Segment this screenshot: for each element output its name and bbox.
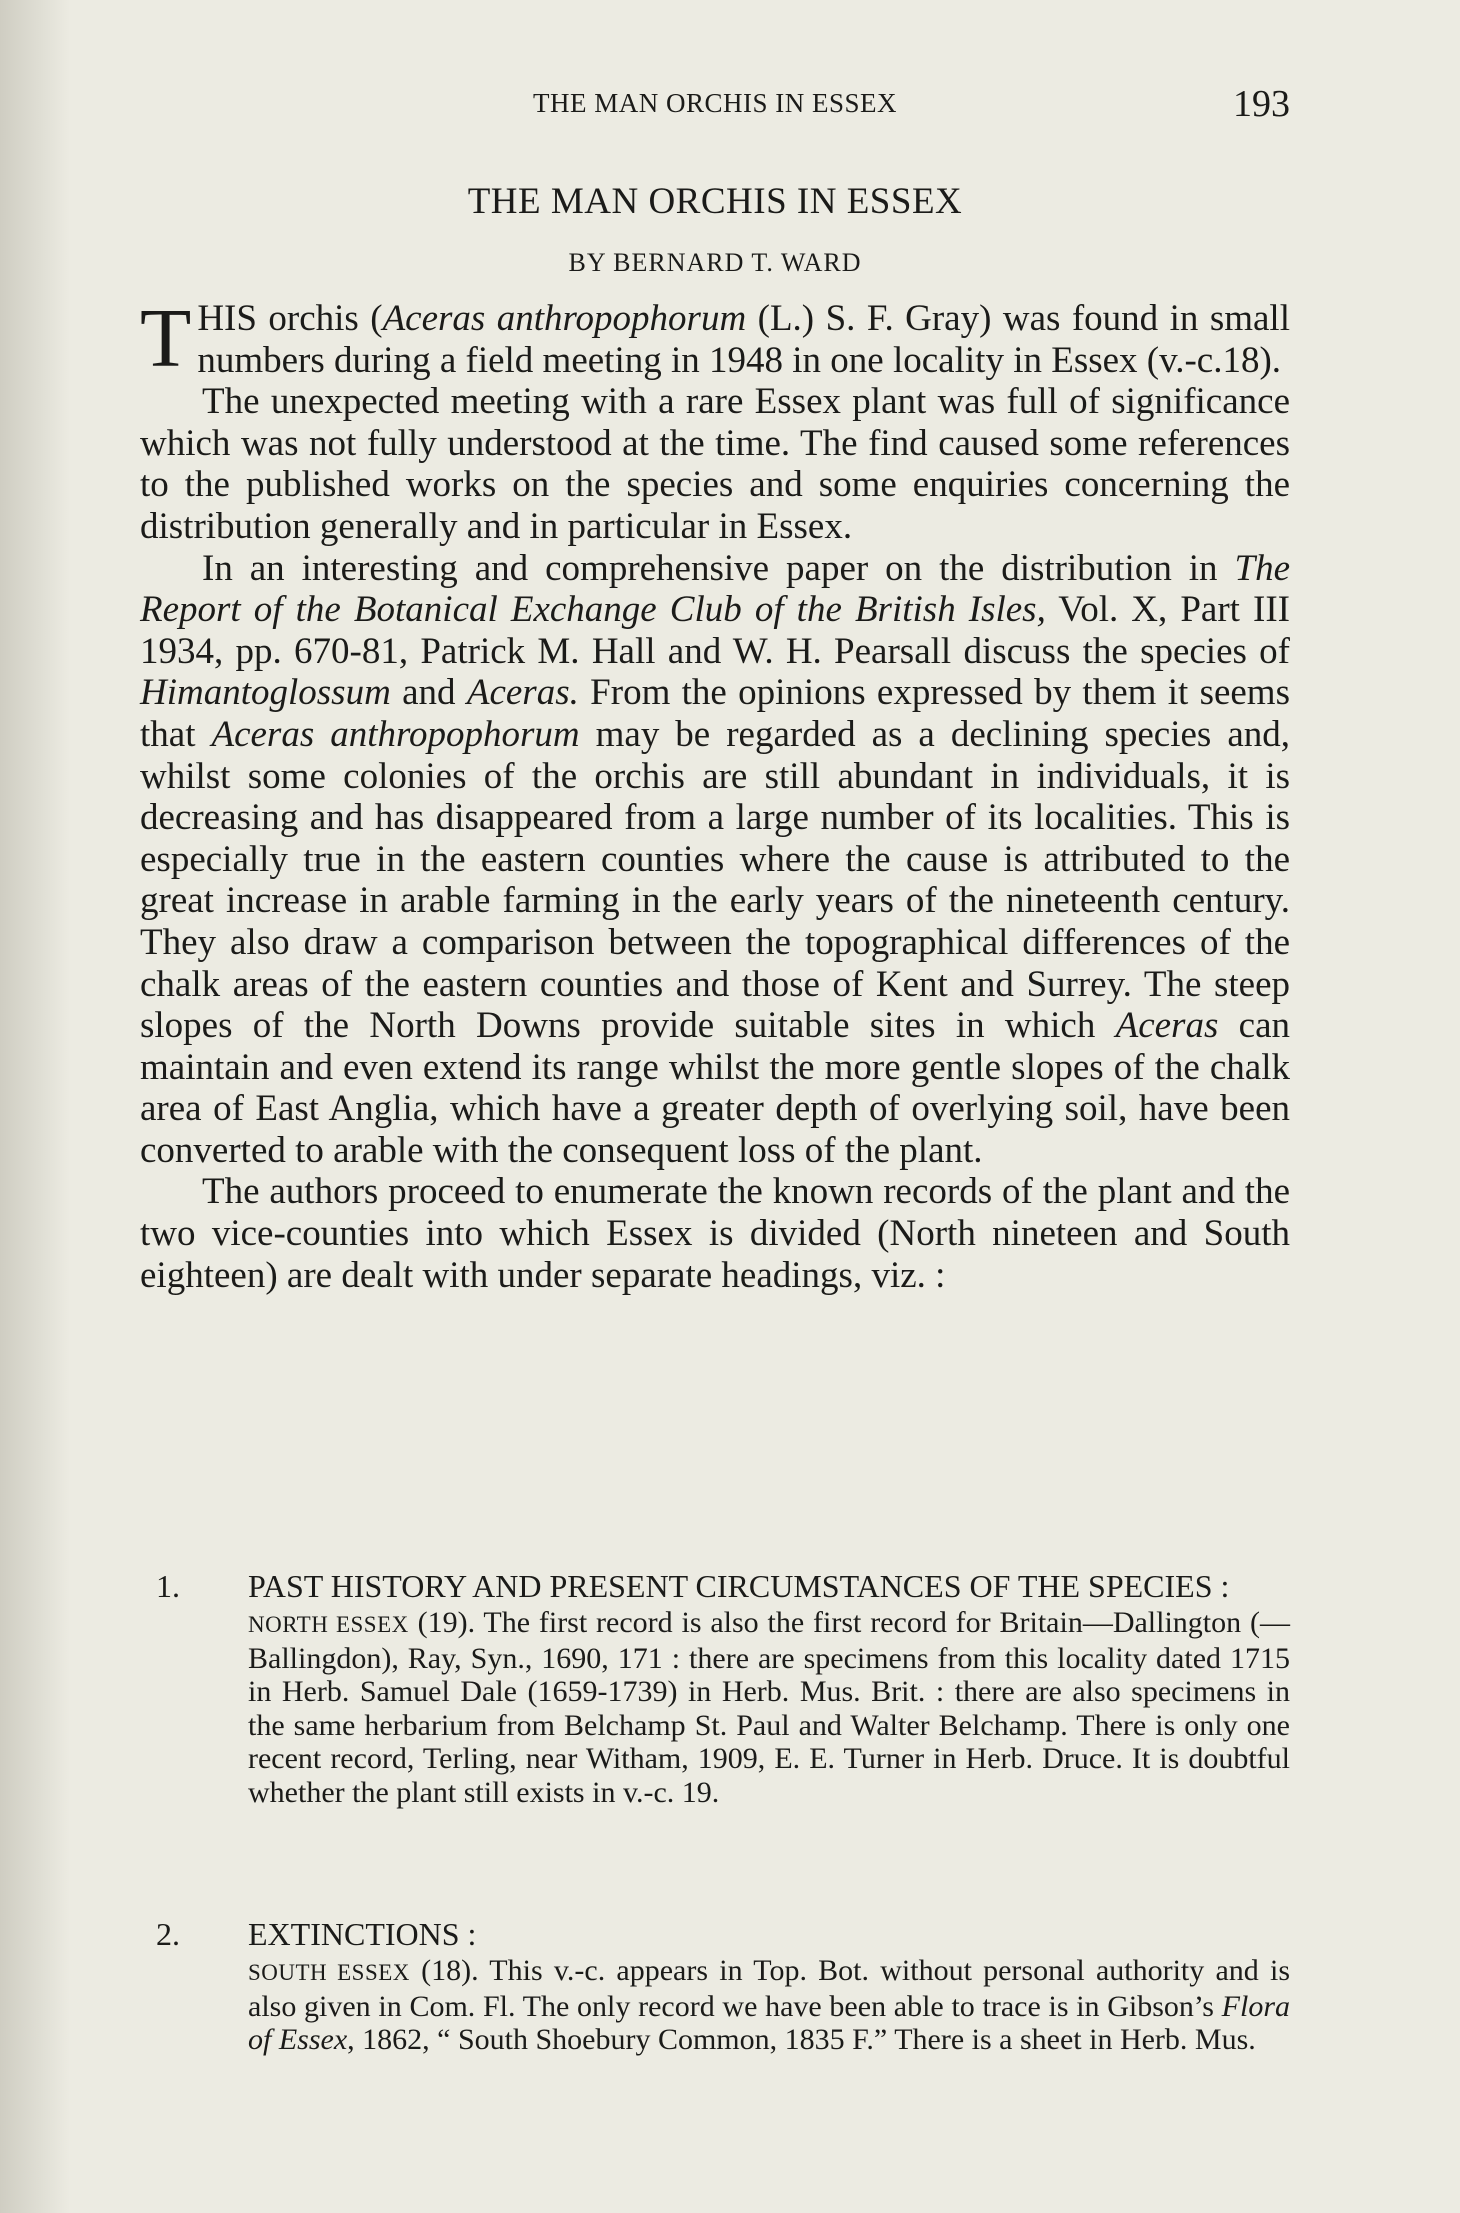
section-number: 2. (156, 1916, 180, 1952)
paragraph-records: The authors proceed to enumerate the known records of the plant and the two vice-counties into which Essex is divided (North nineteen and South eighteen) are dealt with under separate headings, viz. : (140, 1171, 1290, 1296)
book-title: Flora of Essex (248, 1989, 1290, 2056)
section-1 (156, 1568, 1290, 1809)
section-number: 1. (156, 1568, 180, 1604)
running-head (140, 83, 1290, 138)
section-heading: 1. PAST HISTORY AND PRESENT CIRCUMSTANCES OF THE SPECIES : (156, 1568, 1230, 1604)
genus-name: Aceras (1115, 1005, 1219, 1047)
species-name: Aceras anthropophorum (211, 713, 580, 755)
paragraph-distribution: In an interesting and comprehensive paper on the distribution in The Report of the Botanical Exchange Club of the British Isles, Vol. X, Part III 1934, pp. 670-81, Patrick M. Hall and W. H. Pearsall discuss the species of Himantoglossum and Aceras. From the opinions expressed by them it seems that Aceras anthropophorum may be regarded as a declining species and, whilst some colonies of the orchis are still abundant in individuals, it is decreasing and has disappeared from a large number of its localities. This is especially true in the eastern counties where the cause is attributed to the great increase in arable farming in the early years of the nineteenth century. They also draw a comparison between the topographical differences of the chalk areas of the eastern counties and those of Kent and Surrey. The steep slopes of the North Downs provide suitable sites in which Aceras can maintain and even extend its range whilst the more gentle slopes of the chalk area of East Anglia, which have a greater depth of overlying soil, have been converted to arable with the consequent loss of the plant. (140, 547, 1290, 1171)
region-label: SOUTH ESSEX (248, 1960, 410, 1985)
region-label: NORTH ESSEX (248, 1612, 409, 1637)
drop-cap: T (140, 292, 192, 385)
section-text: NORTH ESSEX (19). The first record is also the first record for Britain—Dallington (—Ballingdon), Ray, Syn., 1690, 171 : there are specimens from this locality dated 1715 in Herb. Samuel Dale (1659-1739) in Herb. Mus. Brit. : there are also specimens in the same herbarium from Belchamp St. Paul and Walter Belchamp. There is only one recent record, Terling, near Witham, 1909, E. E. Turner in Herb. Druce. It is doubtful whether the plant still exists in v.-c. 19. (248, 1606, 1290, 1809)
page-gutter-shadow (0, 0, 70, 2213)
section-text: SOUTH ESSEX (18). This v.-c. appears in Top. Bot. without personal authority and is also given in Com. Fl. The only record we have been able to trace is in Gibson’s Flora of Essex, 1862, “ South Shoebury Common, 1835 F.” There is a sheet in Herb. Mus. (248, 1954, 1291, 2056)
byline: BY BERNARD T. WARD (568, 248, 862, 277)
section-heading: 2. EXTINCTIONS : (156, 1916, 477, 1952)
genus-name: Aceras. (466, 672, 579, 714)
species-name: Aceras anthropophorum (382, 298, 747, 339)
section-2 (156, 1916, 1291, 2057)
paragraph-significance: The unexpected meeting with a rare Essex plant was full of significance which was not fully understood at the time. The find caused some references to the published works on the species and some enquiries concerning the distribution generally and in particular in Essex. (140, 381, 1290, 547)
running-head-title: THE MAN ORCHIS IN ESSEX (532, 88, 898, 118)
paragraph-intro: THIS orchis (Aceras anthropophorum (L.) S. F. Gray) was found in small numbers during a field meeting in 1948 in one locality in Essex (v.-c.18). (140, 292, 1290, 385)
genus-name: Himantoglossum (140, 672, 391, 714)
article-title: THE MAN ORCHIS IN ESSEX (467, 181, 963, 222)
journal-title: The Report of the Botanical Exchange Club of the British Isles, (140, 547, 1290, 631)
page-number: 193 (1233, 83, 1290, 125)
article-body (140, 292, 1290, 1296)
